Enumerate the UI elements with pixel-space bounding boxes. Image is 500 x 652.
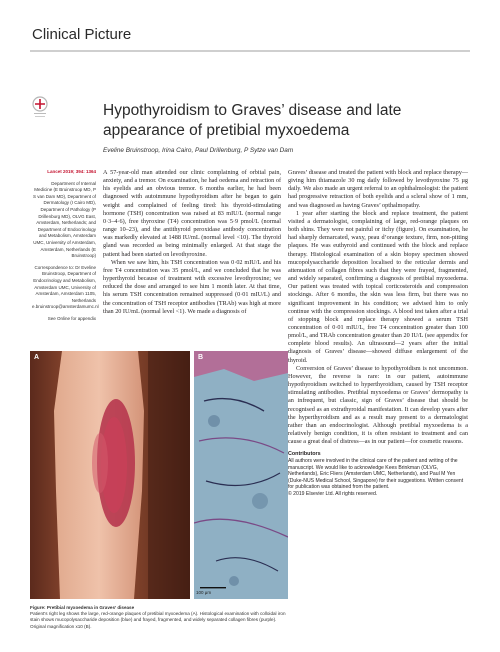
contributors-text: All authors were involved in the clinical care of the patient and writing of the manuscript. We would like to acknowledge Kees Brinkman (OLVG, Netherlands), Eric Fliers (Amsterdam UMC, Netherlands), and Paul M Yen (Duke-NUS Medical School, Singapore) for their suggestions. Written consent for publication was obtained from the patient. <box>288 458 464 491</box>
article-title: Hypothyroidism to Graves’ disease and late appearance of pretibial myxoedema <box>103 102 402 139</box>
article-sidebar <box>32 169 99 327</box>
affiliation: Department of Internal Medicine (E Bruinstroop MD, P S van Dam MD), Department of Dermatology (I Cairo MD), Department of Pathology (P Drillenburg MD), OLVG East, Amsterdam, Netherlands; and Department of Endocrinology and Metabolism, Amsterdam UMC, University of Amsterdam, Amsterdam, Netherlands (E Bruinstroop) <box>32 180 96 259</box>
correspondence: Correspondence to: Dr Eveline Bruinstroop, Department of Endocrinology and Metabolism, Amsterdam UMC, University of Amsterdam, Amsterdam 1105, Netherlands e.bruinstroop@amsterdamumc.nl <box>32 264 99 310</box>
panel-label-b: B <box>198 354 204 361</box>
contributors-section <box>288 458 468 497</box>
body-column-2 <box>288 169 468 497</box>
body-paragraph: Conversion of Graves’ disease to hypothyroidism is not uncommon. However, the reverse is rare: in our patient, autoimmune hypothyroidism switched to hyperthyroidism, caused by TSH receptor stimulating antibodies. Pretibial myxoedema or Graves’ dermopathy is an infrequent, but classic, sign of Graves’ disease that should be recognised as an extrathyroidal manifestation. It can develop years after the hyperthyroidism and as a result may present to a dermatologist rather than an endocrinologist. Although pretibial myxoedema is a relatively benign condition, it is often resistant to treatment and can cause a great deal of distress—as in our patient—for cosmetic reasons. <box>288 364 468 446</box>
figure-caption-text: Patient’s right leg shows the large, red-orange plaques of pretibial myxoedema (A). Histological examination with colloidal iron stain shows mucopolysaccharide deposition (blue) and frayed, fragmented, and widely separated collagen fibres (purple). Original magnification x10 (B). <box>30 611 286 629</box>
figure-panel-b-histology <box>194 351 288 599</box>
body-paragraph: When we saw him, his TSH concentration was 0·02 mIU/L and his free T4 concentration was 35 pmol/L, and we concluded that he was hyperthyroid because of treatment with excessive levothyroxine; we reduced the dose and arranged to see him 1 month later. At that time, his serum TSH concentration remained suppressed (0·01 mIU/L) and the concentration of TSH receptor antibodies (TRAb) was high at more than 20 IU/mL (normal level <1). We made a diagnosis of <box>103 258 281 315</box>
author-list: Eveline Bruinstroop, Irina Cairo, Paul Drillenburg, P Sytze van Dam <box>103 147 294 154</box>
figure-panel-a-leg-photo <box>30 351 190 599</box>
section-title: Clinical Picture <box>32 26 132 43</box>
body-paragraph: 1 year after starting the block and replace treatment, the patient visited a dermatologist, complaining of large, red-orange plaques on both shins. They were not painful or itchy (figure). On examination, he had sharply demarcated, waxy, peau d’orange texture, firm, non-pitting plaques. He was euthyroid and continued with the block and replace therapy. Histological examination of a skin biopsy specimen showed mucopolysaccharide deposition localised to the reticular dermis and attenuation of collagen fibres such that they were frayed, fragmented, and widely separated, confirming a diagnosis of pretibial myxoedema. Our patient was treated with topical corticosteroids and compression stockings. After 6 months, the skin was less firm, but there was no significant improvement in his condition; we advised him to only continue with the compression stockings. A blood test taken after a trial of stopping block and replace therapy showed a serum TSH concentration of 0·01 mIU/L, free T4 concentration greater than 100 pmol/L, and TRAb concentration greater than 20 IU/L (see appendix for complete blood results). An ultrasound—2 years after the initial diagnosis of Graves’ disease—showed diffuse enlargement of the thyroid. <box>288 209 468 364</box>
figure-caption <box>30 605 290 630</box>
citation: Lancet 2019; 394: 1364 <box>47 169 96 174</box>
contributors-heading: Contributors <box>288 451 321 458</box>
body-paragraph: A 57-year-old man attended our clinic complaining of orbital pain, anxiety, and a tremor. On examination, he had oedema and retraction of his eyelids and an obvious tremor. 6 months earlier, he had been diagnosed with autoimmune hypothyroidism after he began to gain weight and complained of feeling tired: his thyroid-stimulating hormone (TSH) concentration was raised at 83 mIU/L (normal range 0·3–4·6), free thyroxine (T4) concentration was 5·9 pmol/L (normal range 10–23), and the antithyroid peroxidase antibody concentration was markedly elevated at 1488 IU/mL (normal level <10). The thyroid gland was recorded as being minimally enlarged. At that stage the patient had been started on levothyroxine. <box>103 169 281 258</box>
see-online-link[interactable]: See Online for appendix <box>47 315 96 321</box>
body-column-1 <box>103 169 281 316</box>
body-paragraph: Graves’ disease and treated the patient with block and replace therapy—giving him thiamazole 30 mg daily followed by levothyroxine 75 µg daily. We also made an urgent referral to an ophthalmologist: the patient had progressive retraction of both eyelids and a scleral show of 1 mm, and was diagnosed as having Graves’ opthalmopathy. <box>288 169 468 209</box>
crossmark-icon[interactable] <box>32 96 48 122</box>
scale-bar-label: 100 μm <box>196 590 212 595</box>
copyright-line: © 2019 Elsevier Ltd. All rights reserved. <box>288 490 378 497</box>
figure-caption-title: Figure: Pretibial myxoedema in Graves’ disease <box>30 605 135 610</box>
panel-label-a: A <box>34 354 40 361</box>
header-divider <box>30 50 470 52</box>
